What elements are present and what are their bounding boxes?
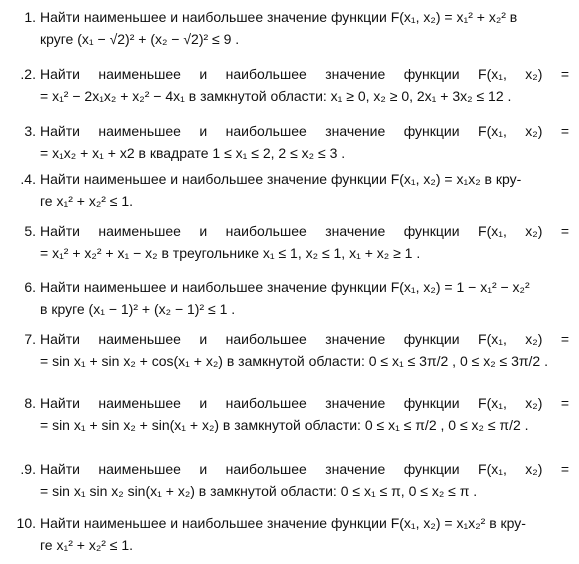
problem-6 <box>0 276 579 320</box>
problem-text-line1: Найти наименьшее и наибольшее значение функции F(x₁, x₂) = x₁x₂² в кру- <box>40 515 526 531</box>
problem-1 <box>0 6 579 50</box>
problem-text-line2: ге x₁² + x₂² ≤ 1. <box>40 193 134 209</box>
problem-text-line1: Найти наименьшее и наибольшее значение функции F(x₁, x₂) = <box>40 223 569 239</box>
problem-text-line1: Найти наименьшее и наибольшее значение функции F(x₁, x₂) = x₁x₂ в кру- <box>40 171 522 187</box>
problem-text-line2: в круге (x₁ − 1)² + (x₂ − 1)² ≤ 1 . <box>40 301 236 317</box>
problem-5 <box>0 220 579 264</box>
problem-text-line1: Найти наименьшее и наибольшее значение функции F(x₁, x₂) = <box>40 66 569 82</box>
problem-text-line1: Найти наименьшее и наибольшее значение функции F(x₁, x₂) = <box>40 461 569 477</box>
problem-text-line2: круге (x₁ − √2)² + (x₂ − √2)² ≤ 9 . <box>40 31 240 47</box>
problem-text-line2: = x₁² − 2x₁x₂ + x₂² − 4x₁ в замкнутой области: x₁ ≥ 0, x₂ ≥ 0, 2x₁ + 3x₂ ≤ 12 . <box>40 88 512 104</box>
problem-number: .2. <box>20 66 36 82</box>
problem-number: .4. <box>20 171 36 187</box>
problem-text-line2: = sin x₁ + sin x₂ + sin(x₁ + x₂) в замкнутой области: 0 ≤ x₁ ≤ π/2 , 0 ≤ x₂ ≤ π/2 . <box>40 417 529 433</box>
problem-number: .9. <box>20 461 36 477</box>
problem-text-line2: = x₁x₂ + x₁ + x2 в квадрате 1 ≤ x₁ ≤ 2, 2 ≤ x₂ ≤ 3 . <box>40 145 346 161</box>
problem-text-line1: Найти наименьшее и наибольшее значение функции F(x₁, x₂) = x₁² + x₂² в <box>40 9 518 25</box>
problem-number: 10. <box>16 515 36 531</box>
problem-number: 6. <box>24 279 36 295</box>
problem-text-line2: = sin x₁ + sin x₂ + cos(x₁ + x₂) в замкнутой области: 0 ≤ x₁ ≤ 3π/2 , 0 ≤ x₂ ≤ 3π/2 . <box>40 353 548 369</box>
problem-7 <box>0 328 579 372</box>
problem-text-line1: Найти наименьшее и наибольшее значение функции F(x₁, x₂) = 1 − x₁² − x₂² <box>40 279 530 295</box>
problem-text-line1: Найти наименьшее и наибольшее значение функции F(x₁, x₂) = <box>40 331 569 347</box>
problem-number: 5. <box>24 223 36 239</box>
problem-10 <box>0 512 579 556</box>
problem-number: 7. <box>24 331 36 347</box>
problem-9 <box>0 458 579 502</box>
problem-8 <box>0 392 579 436</box>
problem-number: 8. <box>24 395 36 411</box>
problem-text-line2: ге x₁² + x₂² ≤ 1. <box>40 537 134 553</box>
problem-number: 3. <box>24 123 36 139</box>
problem-4 <box>0 168 579 212</box>
problem-text-line2: = sin x₁ sin x₂ sin(x₁ + x₂) в замкнутой области: 0 ≤ x₁ ≤ π, 0 ≤ x₂ ≤ π . <box>40 483 478 499</box>
problem-text-line1: Найти наименьшее и наибольшее значение функции F(x₁, x₂) = <box>40 395 569 411</box>
problem-3 <box>0 120 579 164</box>
problem-text-line2: = x₁² + x₂² + x₁ − x₂ в треугольнике x₁ ≤ 1, x₂ ≤ 1, x₁ + x₂ ≥ 1 . <box>40 245 421 261</box>
problem-2 <box>0 63 579 107</box>
problem-text-line1: Найти наименьшее и наибольшее значение функции F(x₁, x₂) = <box>40 123 569 139</box>
problem-number: 1. <box>24 9 36 25</box>
